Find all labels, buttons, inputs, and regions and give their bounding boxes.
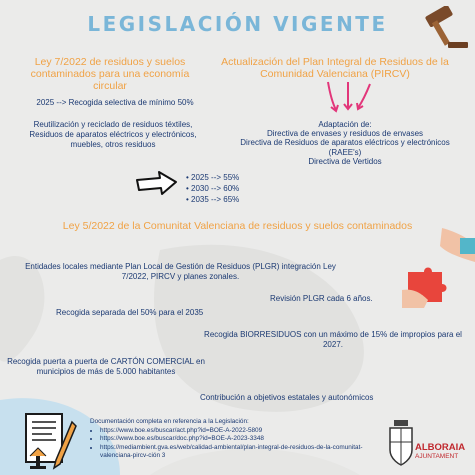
left-heading: Ley 7/2022 de residuos y suelos contaminados para una economía circular [30,56,190,92]
coat-of-arms-icon [388,420,414,466]
logo-name: ALBORAIA [415,442,466,453]
point-entities: Entidades locales mediante Plan Local de Gestión de Residuos (PLGR) integración Ley 7/2022, PIRCV y planes zonales. [25,262,336,281]
right-heading: Actualización del Plan Integral de Residuos de la Comunidad Valenciana (PIRCV) [221,56,449,80]
adaptation-label: Adaptación de: [318,120,372,129]
left-item-selective: 2025 --> Recogida selectiva de mínimo 50% [36,98,194,107]
page-title: LEGISLACIÓN VIGENTE [87,12,388,36]
point-bio: Recogida BIORRESIDUOS con un máximo de 15% de impropios para el 2027. [204,330,462,349]
pink-arrows-icon [322,78,376,114]
doc-link-1[interactable]: https://www.boe.es/buscar/act.php?id=BOE-A-2022-5809 [100,426,263,434]
logo-sub: AJUNTAMENT [415,453,459,460]
doc-link-2[interactable]: https://www.boe.es/buscar/doc.php?id=BOE-A-2023-3348 [100,435,264,443]
documentation-block [90,418,390,461]
rate-2035: • 2035 --> 65% [186,194,286,205]
adaptation-item-2: Directiva de Residuos de aparatos eléctricos y electrónicos (RAEE's) [240,138,450,157]
adaptation-item-1: Directiva de envases y residuos de envases [266,129,424,138]
adaptation-item-3: Directiva de Vertidos [308,157,382,166]
point-separate: Recogida separada del 50% para el 2035 [56,308,204,317]
point-cardboard: Recogida puerta a puerta de CARTÓN COMERCIAL en municipios de más de 5.000 habitantes [7,357,205,376]
rate-2025: • 2025 --> 55% [186,172,286,183]
rates-list [186,172,286,205]
point-review: Revisión PLGR cada 6 años. [270,294,373,303]
black-arrow-icon [134,170,180,198]
pen-icon [52,420,78,470]
middle-heading: Ley 5/2022 de la Comunitat Valenciana de residuos y suelos contaminados [62,220,413,232]
rate-2030: • 2030 --> 60% [186,183,286,194]
left-item-reuse: Reutilización y reciclado de residuos téxtiles, Residuos de aparatos eléctricos y electrónicos, muebles, otros residuos [29,120,197,149]
point-contribution: Contribución a objetivos estatales y autonómicos [200,393,374,402]
gavel-icon [418,6,470,52]
doc-link-3[interactable]: https://mediambient.gva.es/web/calidad-ambiental/plan-integral-de-residuos-de-la-comunitat-valenciana-pircv-ción 3 [100,443,363,460]
documentation-intro: Documentación completa en referencia a la Legislación: [90,418,249,425]
documentation-links [90,427,390,461]
